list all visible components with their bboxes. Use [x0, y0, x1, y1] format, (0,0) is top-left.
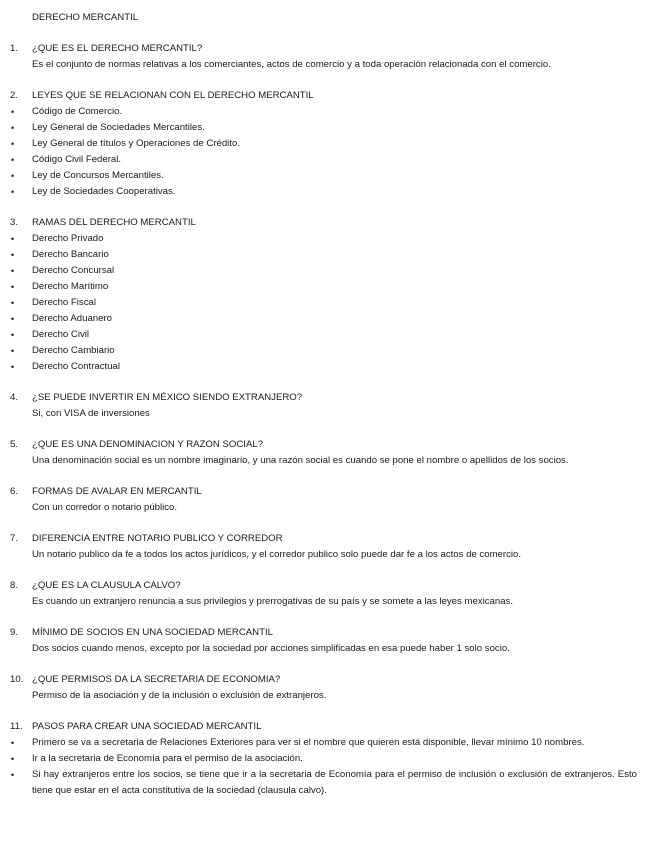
- list-item: [0, 104, 655, 120]
- bullet-icon: •: [11, 266, 15, 276]
- question-row: [0, 672, 655, 688]
- section-4: [0, 390, 655, 422]
- question-heading: ¿QUE ES UNA DENOMINACION Y RAZON SOCIAL?: [32, 439, 264, 450]
- section-1: [0, 41, 655, 73]
- answer-text: Una denominación social es un nombre imaginario, y una razón social es cuando se pone el nombre o apellidos de los socios.: [32, 455, 569, 466]
- bullet-icon: •: [11, 107, 15, 117]
- bullet-icon: •: [11, 123, 15, 133]
- question-heading: ¿QUE PERMISOS DA LA SECRETARIA DE ECONOMIA?: [32, 674, 281, 685]
- question-number: 8.: [10, 580, 19, 591]
- list-item: [0, 279, 655, 295]
- bullet-icon: •: [11, 234, 15, 244]
- bullet-icon: •: [11, 738, 15, 748]
- list-item-text: Ley General de títulos y Operaciones de Crédito.: [32, 138, 240, 149]
- list-item: [0, 168, 655, 184]
- question-number: 11.: [10, 721, 23, 732]
- bullet-icon: •: [11, 171, 15, 181]
- list-item-text: Derecho Marítimo: [32, 281, 109, 292]
- bullet-icon: •: [11, 282, 15, 292]
- question-number: 9.: [10, 627, 19, 638]
- list-item-text: Ley de Sociedades Cooperativas.: [32, 186, 176, 197]
- document-title: DERECHO MERCANTIL: [32, 12, 139, 23]
- list-item-text: Derecho Aduanero: [32, 313, 113, 324]
- section-8: [0, 578, 655, 610]
- question-number: 10.: [10, 674, 24, 685]
- answer-text: Permiso de la asociación y de la inclusión o exclusión de extranjeros.: [32, 690, 327, 701]
- list-item: [0, 247, 655, 263]
- list-item: [0, 263, 655, 279]
- question-heading: ¿QUE ES EL DERECHO MERCANTIL?: [32, 43, 203, 54]
- question-row: [0, 719, 655, 735]
- list-item: [0, 231, 655, 247]
- list-item-text: Código de Comercio.: [32, 106, 123, 117]
- list-item: [0, 295, 655, 311]
- question-row: [0, 41, 655, 57]
- list-item-text: Código Civil Federal.: [32, 154, 122, 165]
- answer-text: Un notario publico da fe a todos los actos jurídicos, y el corredor publico solo puede dar fe a los actos de comercio.: [32, 549, 522, 560]
- question-heading: LEYES QUE SE RELACIONAN CON EL DERECHO MERCANTIL: [32, 90, 314, 101]
- answer-text: Es el conjunto de normas relativas a los comerciantes, actos de comercio y a toda operación relacionada con el comercio.: [32, 59, 551, 70]
- bullet-icon: •: [11, 314, 15, 324]
- section-9: [0, 625, 655, 657]
- question-number: 4.: [10, 392, 19, 403]
- document-page: [0, 10, 655, 814]
- bullet-icon: •: [11, 362, 15, 372]
- list-item: [0, 120, 655, 136]
- bullet-icon: •: [11, 754, 15, 764]
- list-item: [0, 343, 655, 359]
- list-item-text: Derecho Cambiario: [32, 345, 115, 356]
- question-row: [0, 390, 655, 406]
- section-3: [0, 215, 655, 375]
- list-item-text: Derecho Bancario: [32, 249, 109, 260]
- list-item-text: Si hay extranjeros entre los socios, se tiene que ir a la secretaria de Economía para el permiso de inclusión o exclusión de extranjeros. Esto tiene que estar en el acta constitutiva de la sociedad (clausula calvo).: [32, 769, 637, 796]
- bullet-icon: •: [11, 770, 15, 780]
- section-2: [0, 88, 655, 200]
- question-row: [0, 625, 655, 641]
- section-6: [0, 484, 655, 516]
- question-number: 6.: [10, 486, 19, 497]
- list-item-text: Derecho Fiscal: [32, 297, 96, 308]
- question-heading: PASOS PARA CREAR UNA SOCIEDAD MERCANTIL: [32, 721, 262, 732]
- bullet-icon: •: [11, 346, 15, 356]
- list-item: [0, 327, 655, 343]
- list-item: [0, 311, 655, 327]
- answer-text: Es cuando un extranjero renuncia a sus privilegios y prerrogativas de su país y se somete a las leyes mexicanas.: [32, 596, 513, 607]
- section-7: [0, 531, 655, 563]
- bullet-list: [0, 231, 655, 375]
- list-item: [0, 152, 655, 168]
- list-item-text: Ir a la secretaria de Economía para el permiso de la asociación.: [32, 753, 303, 764]
- list-item: [0, 136, 655, 152]
- list-item-text: Derecho Contractual: [32, 361, 120, 372]
- question-heading: DIFERENCIA ENTRE NOTARIO PUBLICO Y CORREDOR: [32, 533, 283, 544]
- question-number: 1.: [10, 43, 19, 54]
- bullet-icon: •: [11, 155, 15, 165]
- list-item: [0, 767, 655, 799]
- list-item-text: Ley de Concursos Mercantiles.: [32, 170, 164, 181]
- bullet-list: [0, 735, 655, 799]
- list-item: [0, 735, 655, 751]
- list-item: [0, 184, 655, 200]
- question-row: [0, 437, 655, 453]
- question-row: [0, 531, 655, 547]
- list-item-text: Derecho Concursal: [32, 265, 115, 276]
- list-item-text: Derecho Privado: [32, 233, 104, 244]
- question-number: 3.: [10, 217, 19, 228]
- bullet-list: [0, 104, 655, 200]
- list-item-text: Ley General de Sociedades Mercantiles.: [32, 122, 205, 133]
- bullet-icon: •: [11, 187, 15, 197]
- question-number: 5.: [10, 439, 19, 450]
- question-heading: RAMAS DEL DERECHO MERCANTIL: [32, 217, 196, 228]
- question-row: [0, 484, 655, 500]
- section-10: [0, 672, 655, 704]
- question-number: 2.: [10, 90, 19, 101]
- list-item: [0, 751, 655, 767]
- list-item-text: Primero se va a secretaria de Relaciones Exteriores para ver si el nombre que quieren está disponible, llevar mínimo 10 nombres.: [32, 737, 585, 748]
- question-heading: MÍNIMO DE SOCIOS EN UNA SOCIEDAD MERCANTIL: [32, 627, 273, 638]
- question-row: [0, 578, 655, 594]
- list-item-text: Derecho Civil: [32, 329, 90, 340]
- question-row: [0, 215, 655, 231]
- question-heading: ¿QUE ES LA CLAUSULA CALVO?: [32, 580, 181, 591]
- section-11: [0, 719, 655, 799]
- answer-text: Con un corredor o notario público.: [32, 502, 178, 513]
- bullet-icon: •: [11, 330, 15, 340]
- question-heading: FORMAS DE AVALAR EN MERCANTIL: [32, 486, 202, 497]
- question-row: [0, 88, 655, 104]
- question-number: 7.: [10, 533, 19, 544]
- list-item: [0, 359, 655, 375]
- bullet-icon: •: [11, 250, 15, 260]
- answer-text: Dos socios cuando menos, excepto por la sociedad por acciones simplificadas en esa puede haber 1 solo socio.: [32, 643, 510, 654]
- section-5: [0, 437, 655, 469]
- bullet-icon: •: [11, 298, 15, 308]
- bullet-icon: •: [11, 139, 15, 149]
- question-heading: ¿SE PUEDE INVERTIR EN MÉXICO SIENDO EXTRANJERO?: [32, 392, 303, 403]
- answer-text: Si, con VISA de inversiones: [32, 408, 150, 419]
